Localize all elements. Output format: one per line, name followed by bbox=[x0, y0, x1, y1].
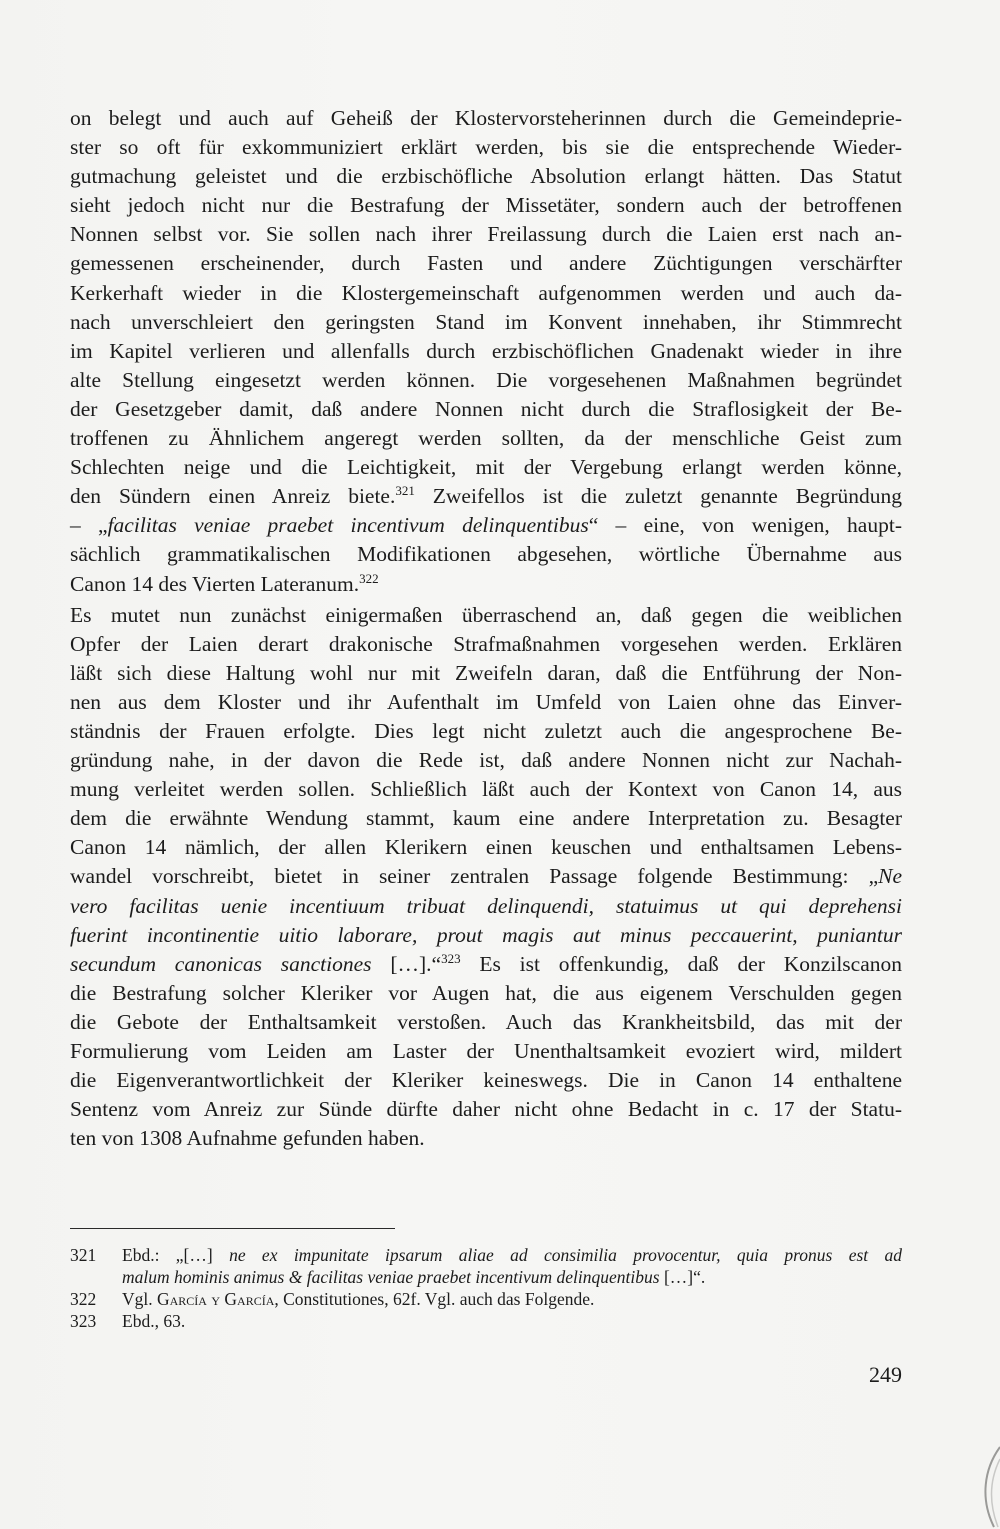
text-fragment: Canon 14 des Vierten Lateranum. bbox=[70, 571, 360, 596]
text-line: im Kapitel verlieren und allenfalls durch erzbischöflichen Gnadenakt wieder in ihre bbox=[70, 338, 902, 363]
text-line bbox=[70, 921, 902, 950]
text-line: sieht jedoch nicht nur die Bestrafung der Missetäter, sondern auch der betroffenen bbox=[70, 193, 902, 218]
footnote-line bbox=[122, 1244, 902, 1266]
text-line: on belegt und auch auf Geheiß der Klostervorsteherinnen durch die Gemeindeprie- bbox=[70, 106, 902, 130]
text-line: Formulierung vom Leiden am Laster der Unenthaltsamkeit evoziert wird, mildert bbox=[70, 1039, 902, 1063]
text-fragment: Vgl. bbox=[122, 1289, 157, 1309]
footnote-separator bbox=[70, 1228, 395, 1229]
text-line: sächlich grammatikalischen Modifikationen abgesehen, wörtliche Übernahme aus bbox=[70, 542, 902, 567]
text-line: Kerkerhaft wieder in die Klostergemeinschaft aufgenommen werden und auch da- bbox=[70, 280, 902, 305]
page-number: 249 bbox=[869, 1362, 902, 1387]
text-line: nach unverschleiert den geringsten Stand im Konvent innehaben, ihr Stimmrecht bbox=[70, 309, 902, 334]
footnote-number: 322 bbox=[70, 1289, 97, 1309]
text-line: nen aus dem Kloster und ihr Aufenthalt im Umfeld von Laien ohne das Einver- bbox=[70, 689, 902, 714]
text-line bbox=[70, 570, 902, 599]
text-fragment: , Constitutiones, 62f. Vgl. auch das Folgende. bbox=[274, 1289, 595, 1309]
page-edge-curl bbox=[966, 1439, 1000, 1529]
footnote-323 bbox=[70, 1310, 902, 1332]
footnote-ref-322[interactable]: 322 bbox=[359, 570, 379, 586]
text-line: läßt sich diese Haltung wohl nur mit Zweifeln daran, daß die Entführung der Non- bbox=[70, 660, 902, 685]
footnote-line bbox=[122, 1266, 902, 1288]
text-line: der Gesetzgeber damit, daß andere Nonnen nicht durch die Straflosigkeit der Be- bbox=[70, 396, 902, 421]
text-line: alte Stellung eingesetzt werden können. Die vorgesehenen Maßnahmen begründet bbox=[70, 367, 902, 392]
text-fragment: – „ bbox=[70, 513, 108, 538]
latin-quote: Ne bbox=[878, 864, 902, 889]
author-name: García y García bbox=[157, 1289, 275, 1309]
latin-quote: vero facilitas uenie incentiuum tribuat delinquendi, statuimus ut qui deprehensi bbox=[70, 893, 902, 918]
text-line: ten von 1308 Aufnahme gefunden haben. bbox=[70, 1126, 425, 1151]
footnote-ref-321[interactable]: 321 bbox=[395, 483, 415, 499]
footnote-text: Ebd., 63. bbox=[122, 1311, 186, 1331]
text-line: die Eigenverantwortlichkeit der Kleriker keineswegs. Die in Canon 14 enthaltene bbox=[70, 1068, 902, 1093]
text-line: die Bestrafung solcher Kleriker vor Augen hat, die aus eigenem Verschulden gegen bbox=[70, 980, 902, 1005]
footnote-text bbox=[122, 1288, 902, 1310]
main-text bbox=[70, 104, 902, 1153]
text-line: Nonnen selbst vor. Sie sollen nach ihrer Freilassung durch die Laien erst nach an- bbox=[70, 222, 902, 247]
text-fragment: “ – eine, von wenigen, haupt- bbox=[588, 513, 902, 538]
text-line: Canon 14 nämlich, der allen Klerikern einen keuschen und enthaltsamen Lebens- bbox=[70, 835, 902, 860]
text-line bbox=[70, 950, 902, 979]
footnote-number: 321 bbox=[70, 1245, 97, 1265]
text-line: mung verleitet werden sollen. Schließlich läßt auch der Kontext von Canon 14, aus bbox=[70, 777, 902, 802]
text-line bbox=[70, 511, 902, 540]
footnote-text bbox=[122, 1244, 902, 1288]
text-fragment: den Sündern einen Anreiz biete. bbox=[70, 484, 396, 509]
latin-quote: malum hominis animus & facilitas veniae praebet incentivum delinquentibus bbox=[122, 1267, 660, 1287]
text-line bbox=[70, 892, 902, 921]
text-line bbox=[70, 482, 902, 511]
footnotes bbox=[70, 1244, 902, 1332]
text-line: ständnis der Frauen erfolgte. Dies legt nicht zuletzt auch die angesprochene Be- bbox=[70, 718, 902, 743]
paragraph-1 bbox=[70, 104, 902, 599]
text-line: Schlechten neige und die Leichtigkeit, mit der Vergebung erlangt werden könne, bbox=[70, 455, 902, 480]
text-fragment: Ebd.: „[…] bbox=[122, 1245, 230, 1265]
footnote-number: 323 bbox=[70, 1311, 97, 1331]
text-line: dem die erwähnte Wendung stammt, kaum eine andere Interpretation zu. Besagter bbox=[70, 806, 902, 831]
paragraph-2 bbox=[70, 601, 902, 1154]
text-line: troffenen zu Ähnlichem angeregt werden sollten, da der menschliche Geist zum bbox=[70, 426, 902, 451]
text-line: gemessenen erscheinender, durch Fasten und andere Züchtigungen verschärfter bbox=[70, 251, 902, 276]
text-line: gutmachung geleistet und die erzbischöfliche Absolution erlangt hätten. Das Statut bbox=[70, 164, 902, 189]
footnote-ref-323[interactable]: 323 bbox=[441, 950, 461, 966]
footnote-322 bbox=[70, 1288, 902, 1310]
text-line bbox=[70, 862, 902, 891]
text-line: Sentenz vom Anreiz zur Sünde dürfte daher nicht ohne Bedacht in c. 17 der Statu- bbox=[70, 1097, 902, 1122]
text-fragment: Zweifellos ist die zuletzt genannte Begründung bbox=[414, 484, 903, 509]
text-fragment: […].“ bbox=[371, 951, 442, 976]
latin-quote: ne ex impunitate ipsarum aliae ad consimilia provocentur, quia pronus est ad bbox=[229, 1245, 902, 1265]
footnote-321 bbox=[70, 1244, 902, 1288]
text-fragment: […]“. bbox=[659, 1267, 706, 1287]
text-line: Es mutet nun zunächst einigermaßen überraschend an, daß gegen die weiblichen bbox=[70, 602, 902, 627]
text-line: die Gebote der Enthaltsamkeit verstoßen. Auch das Krankheitsbild, das mit der bbox=[70, 1009, 902, 1034]
latin-quote: facilitas veniae praebet incentivum delinquentibus bbox=[107, 513, 589, 538]
text-line: gründung nahe, in der davon die Rede ist, daß andere Nonnen nicht zur Nachah- bbox=[70, 748, 902, 773]
latin-quote: secundum canonicas sanctiones bbox=[70, 951, 372, 976]
text-line: ster so oft für exkommuniziert erklärt werden, bis sie die entsprechende Wieder- bbox=[70, 135, 902, 160]
text-fragment: wandel vorschreibt, bietet in seiner zentralen Passage folgende Bestimmung: „ bbox=[70, 864, 879, 889]
text-line: Opfer der Laien derart drakonische Strafmaßnahmen vorgesehen werden. Erklären bbox=[70, 631, 902, 656]
latin-quote: fuerint incontinentie uitio laborare, prout magis aut minus peccauerint, puniantur bbox=[70, 922, 902, 947]
text-fragment: Es ist offenkundig, daß der Konzilscanon bbox=[460, 951, 902, 976]
